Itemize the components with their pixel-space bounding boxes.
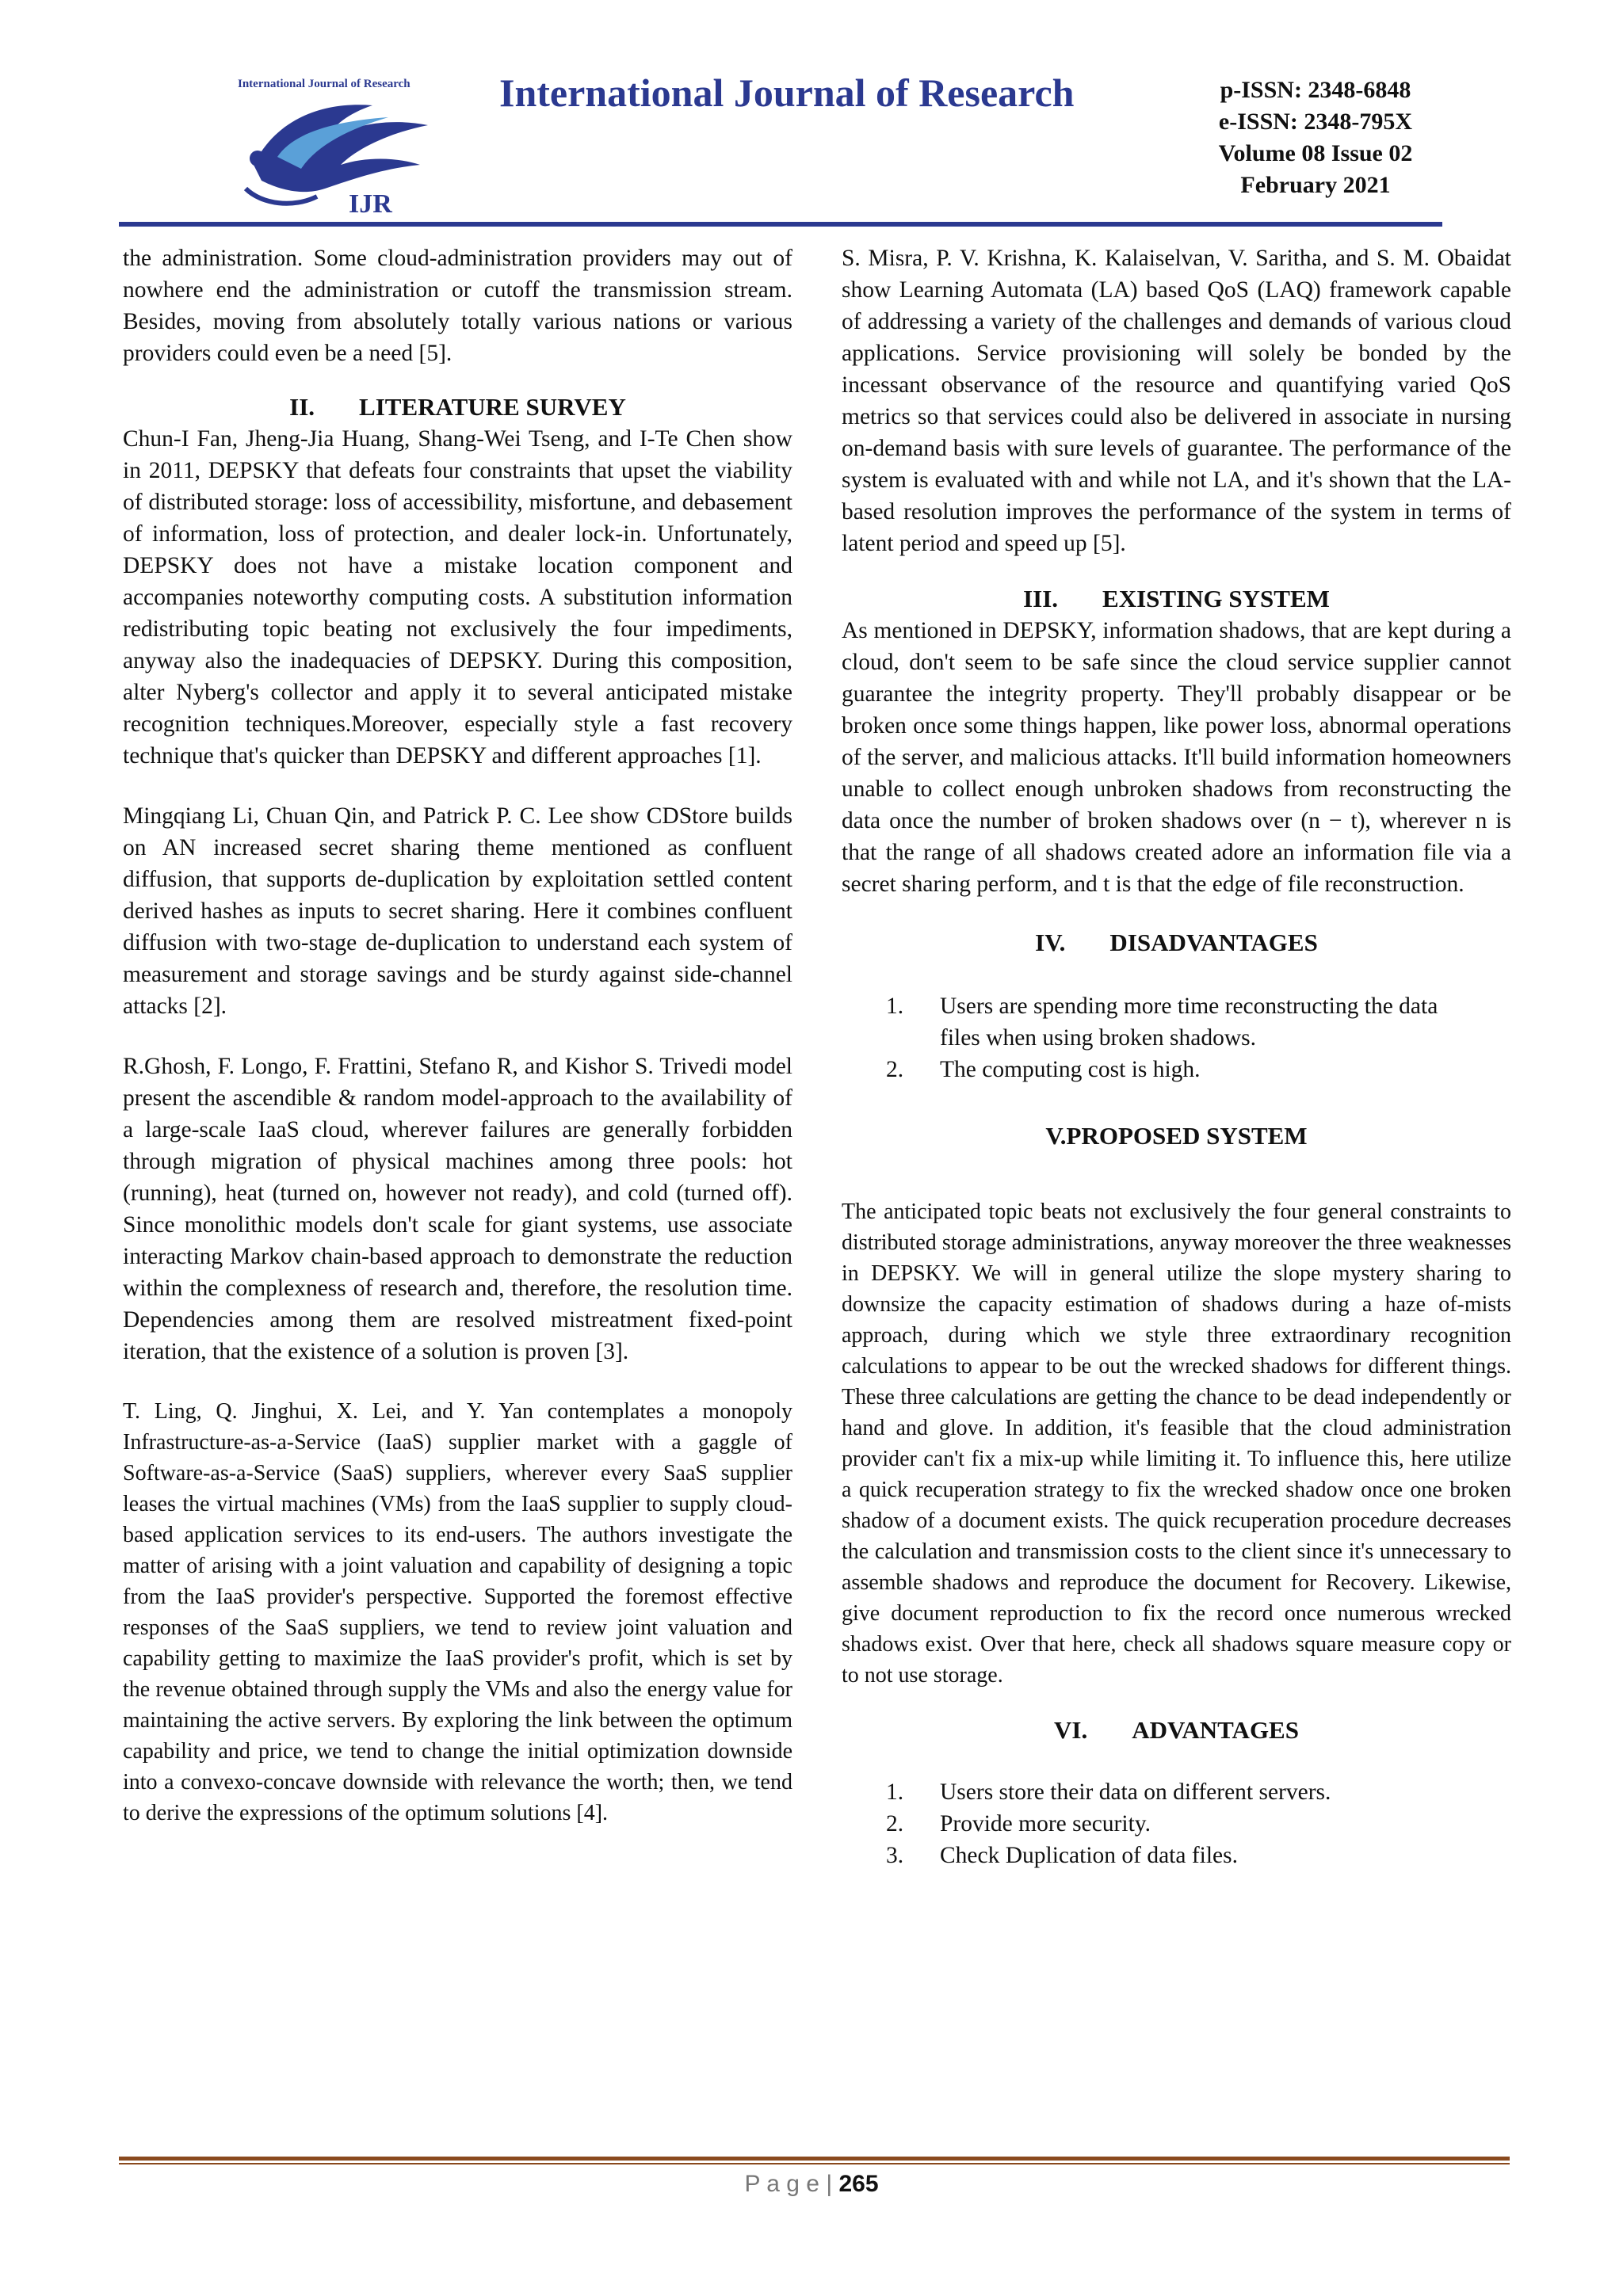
- page-label: P a g e |: [744, 2171, 833, 2197]
- list-item: 1. Users store their data on different servers.: [886, 1779, 1331, 1805]
- paragraph: Mingqiang Li, Chuan Qin, and Patrick P. C. Lee show CDStore builds on AN increased secret sharing theme mentioned as confluent diffusion, that supports de-duplication by exploitation settled content derived hashes as inputs to secret sharing. Here it combines confluent diffusion with two-stage de-duplication to understand each system of measurement and storage savings and be sturdy against side-channel attacks [2].: [123, 803, 792, 1019]
- disadvantages-list: [842, 990, 1444, 1085]
- volume-issue: Volume 08 Issue 02: [1218, 140, 1413, 166]
- paragraph: The anticipated topic beats not exclusively the four general constraints to distributed storage administrations, anyway moreover the three weaknesses in DEPSKY. We will in general utilize the slope mystery sharing to downsize the capacity estimation of shadows during a haze of-mists approach, during which we style three extraordinary recognition calculations to appear to be out the wrecked shadows for different things. These three calculations are getting the chance to be dead independently or hand and glove. In addition, it's feasible that the cloud administration provider can't fix a mix-up while limiting it. To influence this, here utilize a quick recuperation strategy to fix the wrecked shadow once one broken shadow of a document exists. The quick recuperation procedure decreases the calculation and transmission costs to the client since it's unnecessary to assemble shadows and reproduce the document for Recovery. Likewise, give document reproduction to fix the record once numerous wrecked shadows exist. Over that here, check all shadows square measure copy or to not use storage.: [842, 1199, 1511, 1688]
- page-number: 265: [838, 2171, 879, 2197]
- logo-abbr: IJR: [349, 189, 392, 219]
- list-item: 2. Provide more security.: [886, 1811, 1151, 1836]
- paragraph: S. Misra, P. V. Krishna, K. Kalaiselvan, V. Saritha, and S. M. Obaidat show Learning Automata (LA) based QoS (LAQ) framework capable of addressing a variety of the challenges and demands of various cloud applications. Service provisioning will solely be bonded by the incessant observance of the resource and quantifying varied QoS metrics so that services could also be delivered in associate in nursing on-demand basis with sure levels of guarantee. The performance of the system is evaluated with and while not LA, and it's shown that the LA-based resolution improves the performance of the system in terms of latent period and speed up [5].: [842, 246, 1511, 556]
- e-issn: e-ISSN: 2348-795X: [1218, 109, 1413, 135]
- section-heading-literature-survey: II. LITERATURE SURVEY: [289, 393, 626, 421]
- footer-rule-thin: [119, 2163, 1510, 2164]
- right-column: [842, 242, 1511, 1871]
- section-heading-existing-system: III. EXISTING SYSTEM: [1023, 585, 1330, 612]
- p-issn: p-ISSN: 2348-6848: [1220, 77, 1411, 103]
- list-item: 1. Users are spending more time reconstructing the data files when using broken shadows.: [886, 994, 1438, 1051]
- section-heading-disadvantages: IV. DISADVANTAGES: [1035, 929, 1318, 956]
- issue-date: February 2021: [1240, 172, 1391, 198]
- advantages-list: [842, 1776, 1511, 1871]
- journal-logo: [230, 70, 460, 220]
- paragraph: T. Ling, Q. Jinghui, X. Lei, and Y. Yan contemplates a monopoly Infrastructure-as-a-Service (IaaS) supplier market with a gaggle of Software-as-a-Service (SaaS) suppliers, wherever every SaaS supplier leases the virtual machines (VMs) from the IaaS supplier to supply cloud-based application services to its end-users. The authors investigate the matter of arising with a joint valuation and capability of designing a topic from the IaaS provider's perspective. Supported the foremost effective responses of the SaaS suppliers, we tend to review joint valuation and capability getting to maximize the IaaS provider's profit, which is set by the revenue obtained through supply the VMs and also the energy value for maintaining the active servers. By exploring the link between the optimum capability and price, we tend to change the initial optimization downside into a convexo-concave downside with relevance the worth; then, we tend to derive the expressions of the optimum solutions [4].: [123, 1399, 792, 1825]
- paragraph: As mentioned in DEPSKY, information shadows, that are kept during a cloud, don't seem to be safe since the cloud service supplier cannot guarantee the integrity property. They'll probably disappear or be broken once some things happen, like power loss, abnormal operations of the server, and malicious attacks. It'll build information homeowners unable to collect enough unbroken shadows from reconstructing the data once the number of broken shadows over (n − t), wherever n is that the range of all shadows created adore an information file via a secret sharing perform, and t is that the edge of file reconstruction.: [842, 618, 1511, 897]
- page-footer: [0, 2171, 1623, 2198]
- left-column: [123, 242, 792, 1829]
- page-header: [0, 0, 1623, 230]
- paragraph: Chun-I Fan, Jheng-Jia Huang, Shang-Wei Tseng, and I-Te Chen show in 2011, DEPSKY that defeats four constraints that upset the viability of distributed storage: loss of accessibility, misfortune, and debasement of information, loss of protection, and dealer lock-in. Unfortunately, DEPSKY does not have a mistake location component and accompanies noteworthy computing costs. A substitution information redistributing topic beating not exclusively the four impediments, anyway also the inadequacies of DEPSKY. During this composition, alter Nyberg's collector and apply it to several anticipated mistake recognition techniques.Moreover, especially style a fast recovery technique that's quicker than DEPSKY and different approaches [1].: [123, 426, 792, 769]
- section-heading-proposed-system: V.PROPOSED SYSTEM: [1045, 1122, 1308, 1150]
- journal-title: International Journal of Research: [499, 71, 1075, 115]
- logo-text: International Journal of Research: [238, 78, 411, 90]
- list-item: 3. Check Duplication of data files.: [886, 1843, 1239, 1868]
- footer-rule: [119, 2157, 1510, 2161]
- issn-block: [1189, 74, 1442, 201]
- paragraph: the administration. Some cloud-administration providers may out of nowhere end the administration or cutoff the transmission stream. Besides, moving from absolutely totally various nations or various providers could even be a need [5].: [123, 246, 792, 366]
- list-item: 2. The computing cost is high.: [886, 1057, 1201, 1082]
- header-rule: [119, 222, 1442, 227]
- section-heading-advantages: VI. ADVANTAGES: [1054, 1716, 1299, 1744]
- paragraph: R.Ghosh, F. Longo, F. Frattini, Stefano R, and Kishor S. Trivedi model present the ascendible & random model-approach to the availability of a large-scale IaaS cloud, wherever failures are generally forbidden through migration of physical machines among three pools: hot (running), heat (turned on, however not ready), and cold (turned off). Since monolithic models don't scale for giant systems, use associate interacting Markov chain-based approach to demonstrate the reduction within the complexness of research and, therefore, the resolution time. Dependencies among them are resolved mistreatment fixed-point iteration, that the existence of a solution is proven [3].: [123, 1054, 792, 1364]
